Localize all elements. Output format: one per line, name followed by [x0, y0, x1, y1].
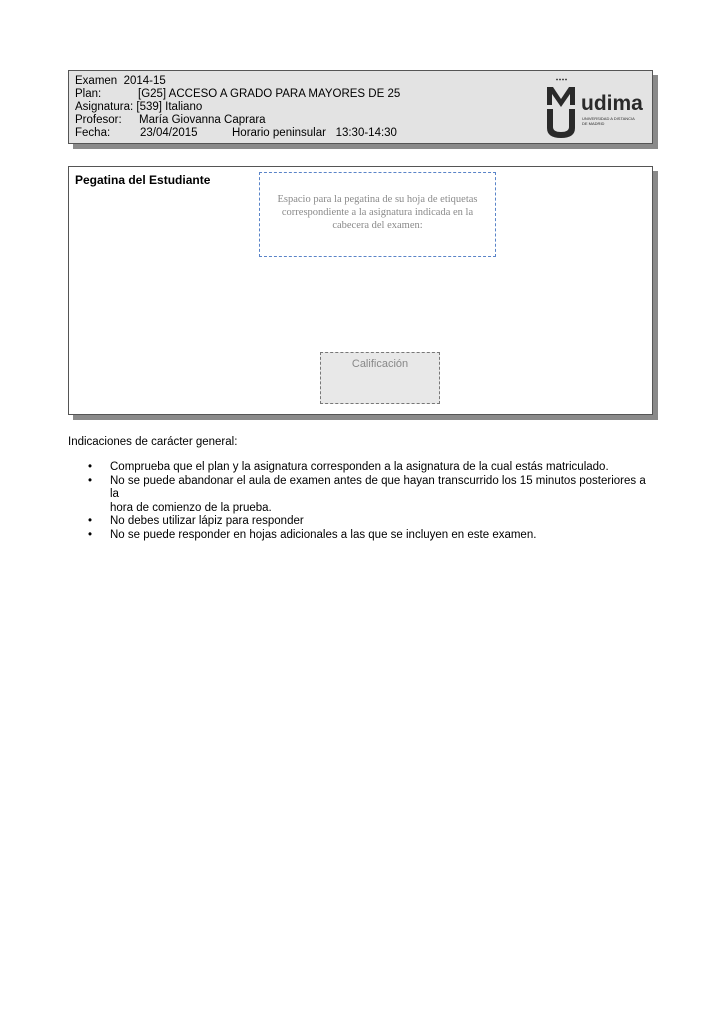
fecha-label: Fecha: — [75, 127, 111, 139]
sticker-text-1: Espacio para la pegatina de su hoja de etiquetas — [277, 194, 478, 205]
svg-text:DE MADRID: DE MADRID — [582, 121, 605, 126]
fecha-value: 23/04/2015 — [140, 127, 198, 139]
examen-label: Examen — [75, 75, 118, 87]
plan-label: Plan: — [75, 88, 102, 100]
bullet-icon: • — [88, 515, 93, 527]
exam-header — [68, 70, 653, 144]
student-section — [68, 166, 653, 415]
asignatura-value: [539] Italiano — [136, 101, 203, 113]
udima-logo — [545, 77, 649, 139]
horario-value: 13:30-14:30 — [335, 127, 397, 139]
examen-value: 2014-15 — [123, 75, 166, 87]
profesor-row — [75, 114, 266, 127]
svg-text:udima: udima — [581, 92, 643, 115]
bullet-icon: • — [88, 528, 93, 541]
svg-text:UNIVERSIDAD A DISTANCIA: UNIVERSIDAD A DISTANCIA — [582, 116, 635, 121]
sticker-placeholder — [259, 172, 496, 257]
list-item-text: No se puede abandonar el aula de examen antes de que hayan transcurrido los 15 minutos posteriores a la — [110, 474, 646, 500]
grade-label: Calificación — [351, 358, 409, 370]
horario-label: Horario peninsular — [232, 127, 326, 139]
bullet-icon: • — [88, 461, 93, 473]
list-item-text: No se puede responder en hojas adicionales a las que se incluyen en este examen. — [110, 528, 537, 541]
asignatura-row — [75, 101, 202, 114]
list-item — [88, 461, 648, 475]
list-item-text: No debes utilizar lápiz para responder — [110, 515, 304, 527]
indications-list — [88, 461, 648, 542]
profesor-value: María Giovanna Caprara — [139, 114, 266, 126]
list-item — [88, 515, 648, 529]
sticker-text-2: correspondiente a la asignatura indicada en la — [281, 207, 474, 218]
list-item-text-cont: hora de comienzo de la prueba. — [110, 501, 272, 514]
bullet-icon: • — [88, 474, 93, 487]
examen-row — [75, 75, 166, 88]
profesor-label: Profesor: — [75, 114, 122, 126]
grade-box — [320, 352, 440, 404]
list-item — [88, 529, 648, 543]
student-section-title: Pegatina del Estudiante — [75, 173, 211, 187]
fecha-row — [75, 127, 397, 140]
indications-title: Indicaciones de carácter general: — [68, 436, 238, 448]
list-item — [88, 475, 648, 516]
plan-row — [75, 88, 400, 101]
plan-value: [G25] ACCESO A GRADO PARA MAYORES DE 25 — [138, 88, 401, 100]
asignatura-label: Asignatura: — [75, 101, 134, 113]
list-item-text: Comprueba que el plan y la asignatura corresponden a la asignatura de la cual estás matriculado. — [110, 461, 609, 473]
sticker-text-3: cabecera del examen: — [332, 220, 423, 231]
